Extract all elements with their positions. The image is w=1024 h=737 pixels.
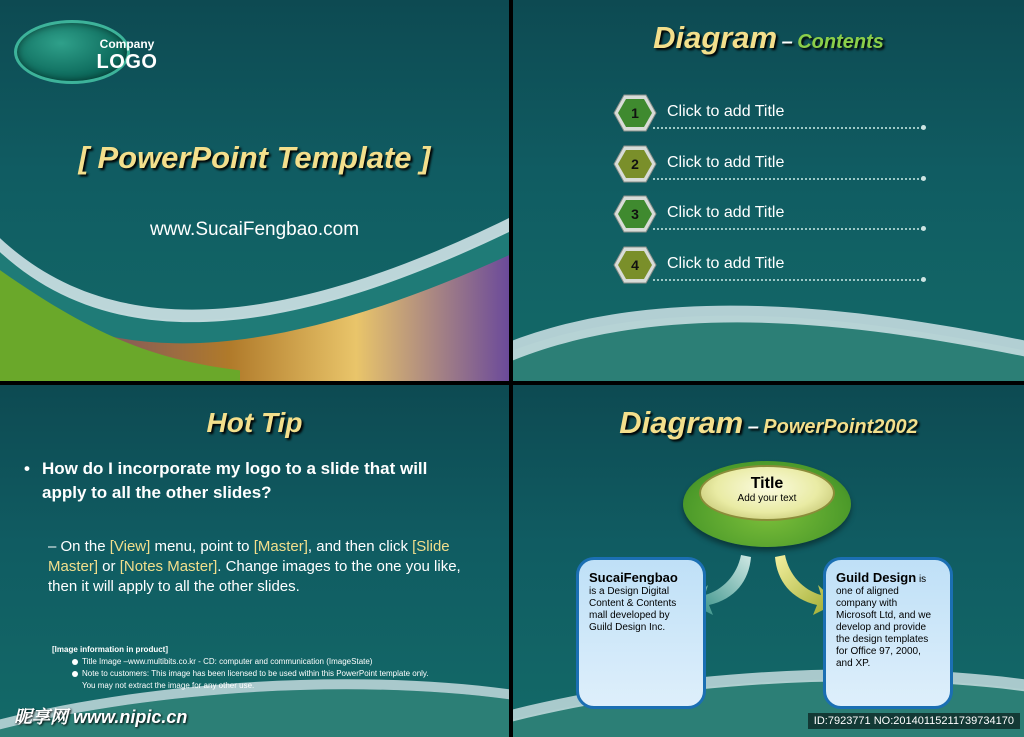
item-label: Click to add Title [667, 103, 785, 120]
item-dotted-line [653, 178, 923, 180]
title-dash: – [781, 31, 793, 53]
hexagon-number-icon [613, 144, 657, 184]
company-logo [14, 20, 158, 84]
title-main: Diagram [653, 20, 778, 55]
logo-line2: LOGO [96, 51, 158, 73]
item-number: 1 [631, 105, 639, 121]
oval-subtitle: Add your text [737, 493, 797, 504]
content-item[interactable] [613, 144, 923, 184]
hot-tip-title: Hot Tip [206, 407, 303, 438]
bullet-icon: • [24, 459, 30, 478]
item-number: 3 [631, 206, 639, 222]
site-watermark: 昵享网 www.nipic.cn [14, 707, 188, 727]
answer-text: menu, point to [150, 538, 254, 555]
logo-line1: Company [99, 37, 155, 51]
slide-hot-tip [0, 385, 509, 737]
left-info-box [576, 557, 706, 709]
left-box-text: is a Design Digital Content & Contents mall developed by Guild Design Inc. [589, 586, 677, 633]
image-info-item: Note to customers: This image has been licensed to be used within this PowerPoint template only. [52, 668, 472, 680]
content-item[interactable] [613, 245, 923, 285]
title-sub: Contents [797, 31, 884, 53]
answer-highlight-view: [View] [109, 538, 151, 555]
title-dash: – [747, 416, 759, 438]
image-info-continuation: You may not extract the image for any other use. [82, 681, 255, 690]
item-dotted-line [653, 228, 923, 230]
slide-title [0, 0, 509, 381]
question-text: How do I incorporate my logo to a slide that will apply to all the other slides? [42, 459, 428, 502]
image-info [52, 644, 472, 692]
answer-highlight-master: [Master] [253, 538, 308, 555]
right-box-text: is one of aligned company with Microsoft Ltd, and we develop and provide the design templates for Office 97, 2000, and XP. [836, 574, 932, 669]
hexagon-number-icon [613, 93, 657, 133]
title-sub: PowerPoint2002 [763, 416, 918, 438]
slide-main-title: [ PowerPoint Template ] [78, 140, 431, 175]
item-label: Click to add Title [667, 154, 785, 171]
answer-text: – On the [48, 538, 110, 555]
left-box-title: SucaiFengbao [589, 570, 678, 585]
answer-text: , and then click [307, 538, 413, 555]
slide-diagram [513, 385, 1024, 737]
hexagon-number-icon [613, 245, 657, 285]
answer-text: or [98, 558, 120, 575]
image-info-item: Title Image –www.multibits.co.kr - CD: computer and communication (ImageState) [52, 656, 472, 668]
answer-highlight-slide-master: [Slide Master] [48, 538, 450, 575]
slide-contents [513, 0, 1024, 381]
right-box-title: Guild Design [836, 570, 917, 585]
wave-decoration [513, 210, 1024, 381]
tip-answer [48, 537, 468, 597]
answer-highlight-notes-master: [Notes Master] [119, 558, 218, 575]
oval-title: Title [750, 475, 784, 492]
content-item[interactable] [613, 93, 923, 133]
contents-title [513, 20, 1024, 56]
item-dotted-line [653, 127, 923, 129]
title-main: Diagram [619, 405, 744, 440]
item-label: Click to add Title [667, 204, 785, 221]
image-id-tag: ID:7923771 NO:20140115211739734170 [808, 713, 1020, 729]
website-url: www.SucaiFengbao.com [149, 219, 360, 240]
item-number: 2 [631, 156, 639, 172]
content-item[interactable] [613, 194, 923, 234]
item-dotted-line [653, 279, 923, 281]
hexagon-number-icon [613, 194, 657, 234]
answer-text: . Change images to the one you like, then it will apply to all the other slides. [48, 558, 461, 595]
tip-question [24, 457, 474, 505]
item-number: 4 [631, 257, 639, 273]
right-info-box [823, 557, 953, 709]
item-label: Click to add Title [667, 255, 785, 272]
image-info-heading: [Image information in product] [52, 645, 168, 654]
